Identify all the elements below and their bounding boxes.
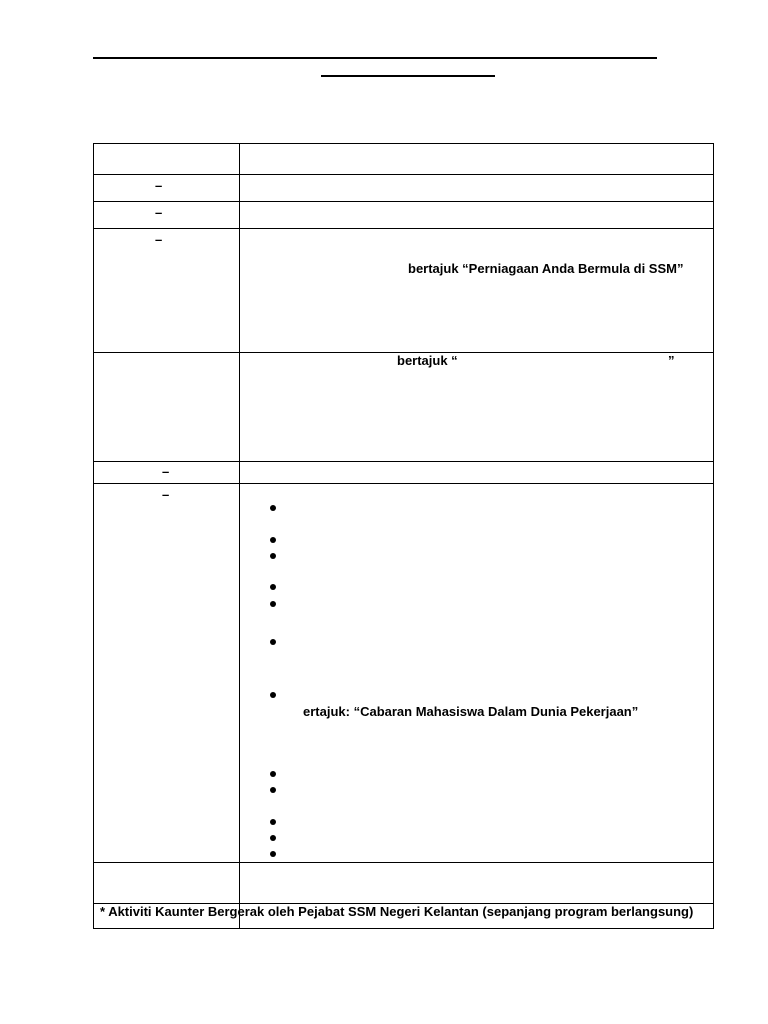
time-dash: –	[162, 487, 170, 502]
time-dash: –	[162, 464, 170, 479]
column-divider	[239, 144, 240, 928]
list-bullet	[270, 787, 276, 793]
footer-note: * Aktiviti Kaunter Bergerak oleh Pejabat SSM Negeri Kelantan (sepanjang program berlangsung)	[100, 904, 694, 919]
row-separator	[94, 228, 713, 229]
list-bullet	[270, 692, 276, 698]
list-bullet	[270, 835, 276, 841]
list-bullet	[270, 537, 276, 543]
row-separator	[94, 862, 713, 863]
row4-title-close: ”	[668, 353, 675, 368]
row-separator	[94, 174, 713, 175]
list-bullet	[270, 601, 276, 607]
header-rule	[93, 57, 657, 59]
subheader-rule	[321, 75, 495, 77]
list-bullet	[270, 505, 276, 511]
time-dash: –	[155, 232, 163, 247]
list-bullet	[270, 851, 276, 857]
list-bullet	[270, 553, 276, 559]
row6-talk-title: ertajuk: “Cabaran Mahasiswa Dalam Dunia Pekerjaan”	[303, 704, 639, 719]
time-dash: –	[155, 178, 163, 193]
row-separator	[94, 461, 713, 462]
list-bullet	[270, 639, 276, 645]
schedule-table	[93, 143, 714, 929]
row3-session-title: bertajuk “Perniagaan Anda Bermula di SSM”	[408, 261, 684, 276]
time-dash: –	[155, 205, 163, 220]
row4-title-open: bertajuk “	[397, 353, 458, 368]
row-separator	[94, 483, 713, 484]
list-bullet	[270, 771, 276, 777]
row-separator	[94, 201, 713, 202]
list-bullet	[270, 819, 276, 825]
list-bullet	[270, 584, 276, 590]
